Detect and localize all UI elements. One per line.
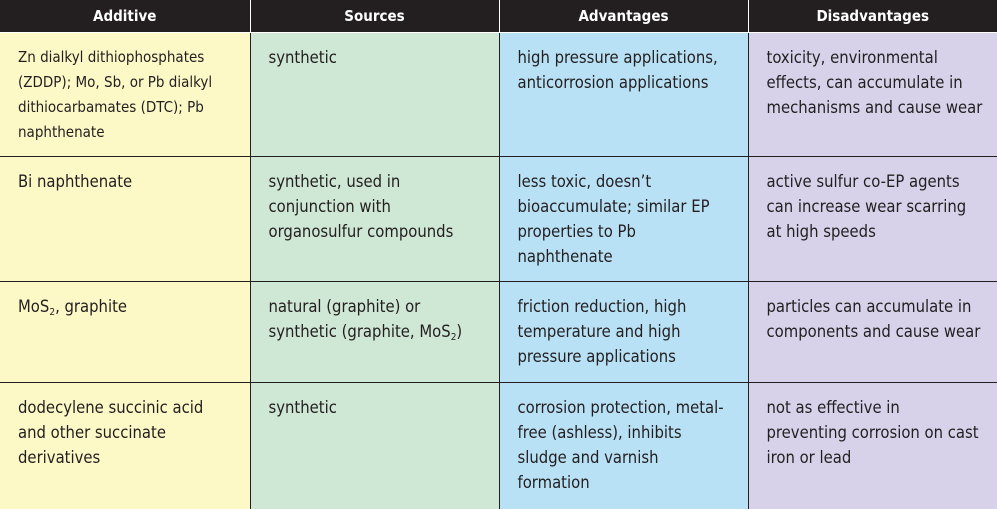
disadvantages-cell: toxicity, environmental effects, can accumulate in mechanisms and cause wear [748, 33, 997, 157]
additive-cell [0, 282, 250, 383]
table-header [0, 0, 997, 33]
table-row [0, 383, 997, 509]
sources-text: natural (graphite) or synthetic (graphite, MoS [268, 297, 451, 341]
table-row [0, 157, 997, 282]
sources-cell: synthetic [250, 383, 499, 509]
table-row [0, 282, 997, 383]
header-advantages: Advantages [499, 0, 748, 33]
sources-text: ) [456, 322, 463, 341]
table-row [0, 33, 997, 157]
disadvantages-cell: not as effective in preventing corrosion on cast iron or lead [748, 383, 997, 509]
additive-text: , graphite [55, 297, 128, 316]
disadvantages-cell: particles can accumulate in components and cause wear [748, 282, 997, 383]
header-additive: Additive [0, 0, 250, 33]
sources-cell: synthetic [250, 33, 499, 157]
sources-cell: synthetic, used in conjunction with organosulfur compounds [250, 157, 499, 282]
header-row [0, 0, 997, 33]
advantages-cell: less toxic, doesn’t bioaccumulate; similar EP properties to Pb naphthenate [499, 157, 748, 282]
advantages-cell: high pressure applications, anticorrosion applications [499, 33, 748, 157]
advantages-cell: corrosion protection, metal-free (ashless), inhibits sludge and varnish formation [499, 383, 748, 509]
header-disadvantages: Disadvantages [748, 0, 997, 33]
additive-cell: dodecylene succinic acid and other succinate derivatives [0, 383, 250, 509]
table-body [0, 33, 997, 509]
subscript: 2 [49, 307, 56, 318]
advantages-cell: friction reduction, high temperature and high pressure applications [499, 282, 748, 383]
additive-text: MoS [18, 297, 50, 316]
header-sources: Sources [250, 0, 499, 33]
sources-cell [250, 282, 499, 383]
additive-cell: Bi naphthenate [0, 157, 250, 282]
additive-cell: Zn dialkyl dithiophosphates (ZDDP); Mo, Sb, or Pb dialkyl dithiocarbamates (DTC); Pb naphthenate [0, 33, 250, 157]
subscript: 2 [450, 332, 457, 343]
disadvantages-cell: active sulfur co-EP agents can increase wear scarring at high speeds [748, 157, 997, 282]
